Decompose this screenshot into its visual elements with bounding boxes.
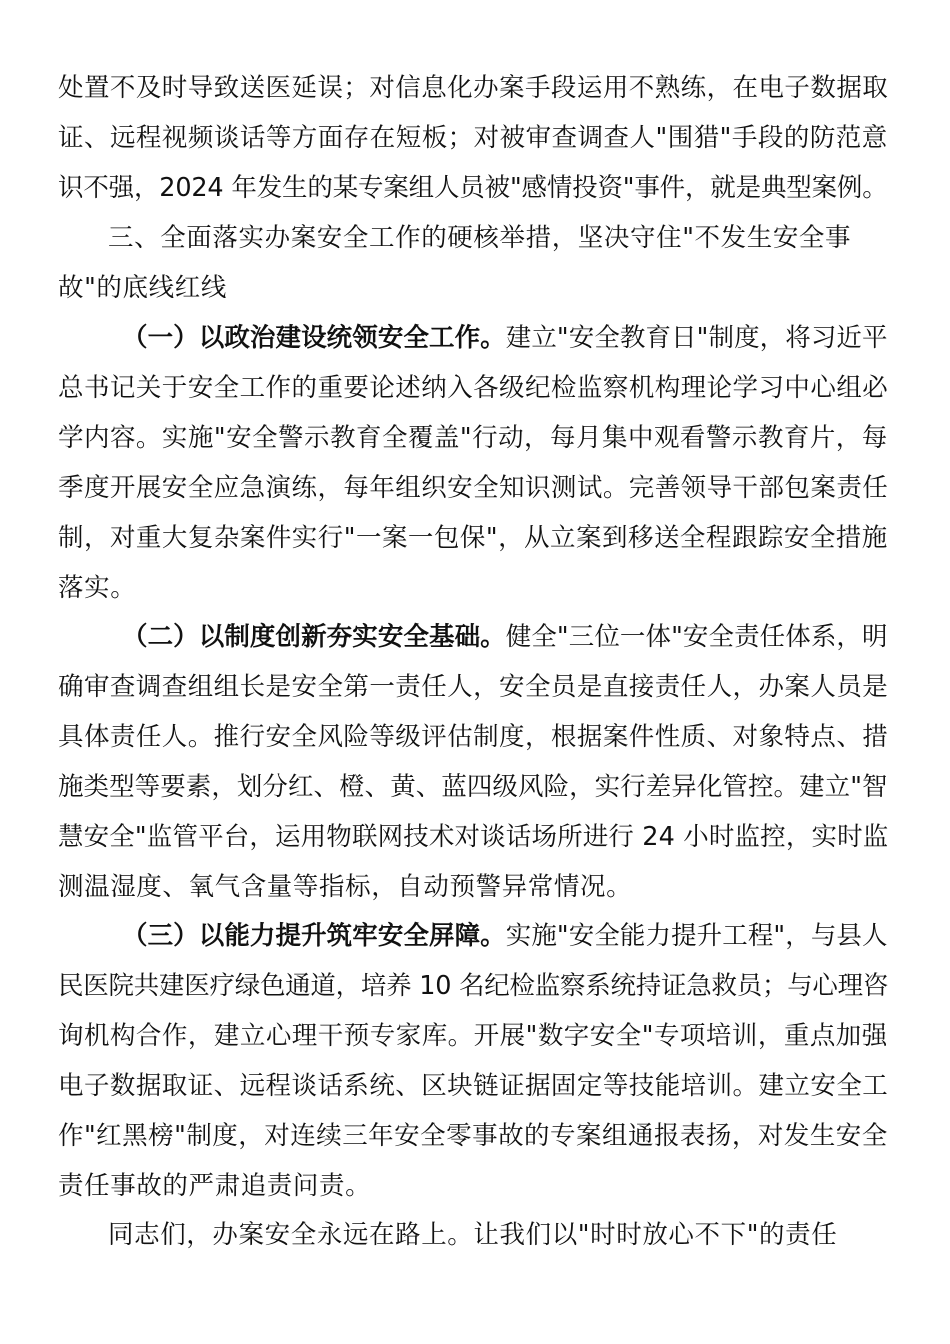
paragraph-line: 识不强，2024 年发生的某专案组人员被"感情投资"事件，就是典型案例。 bbox=[58, 173, 888, 203]
subsection-two-line bbox=[122, 612, 888, 662]
paragraph-line: 总书记关于安全工作的重要论述纳入各级纪检监察机构理论学习中心组必 bbox=[58, 373, 889, 403]
paragraph-line: 确审查调查组组长是安全第一责任人，安全员是直接责任人，办案人员是 bbox=[58, 672, 889, 702]
paragraph-line: 季度开展安全应急演练，每年组织安全知识测试。完善领导干部包案责任 bbox=[58, 473, 889, 503]
paragraph-line: 具体责任人。推行安全风险等级评估制度，根据案件性质、对象特点、措 bbox=[58, 722, 889, 752]
paragraph-line: 学内容。实施"安全警示教育全覆盖"行动，每月集中观看警示教育片，每 bbox=[58, 423, 888, 453]
paragraph-line: 慧安全"监管平台，运用物联网技术对谈话场所进行 24 小时监控，实时监 bbox=[58, 822, 889, 852]
subsection-two-title: （二）以制度创新夯实安全基础。 bbox=[122, 622, 506, 652]
paragraph-line: 民医院共建医疗绿色通道，培养 10 名纪检监察系统持证急救员；与心理咨 bbox=[58, 971, 889, 1001]
section-heading-line: 故"的底线红线 bbox=[58, 273, 227, 303]
subsection-one-text: 建立"安全教育日"制度，将习近平 bbox=[505, 323, 888, 353]
paragraph-line: 处置不及时导致送医延误；对信息化办案手段运用不熟练，在电子数据取 bbox=[58, 73, 889, 103]
paragraph-line: 落实。 bbox=[58, 573, 137, 603]
subsection-one-title: （一）以政治建设统领安全工作。 bbox=[122, 323, 506, 353]
paragraph-line: 询机构合作，建立心理干预专家库。开展"数字安全"专项培训，重点加强 bbox=[58, 1021, 888, 1051]
subsection-three-text: 实施"安全能力提升工程"，与县人 bbox=[505, 921, 888, 951]
paragraph-line: 责任事故的严肃追责问责。 bbox=[58, 1171, 372, 1201]
subsection-one-line bbox=[122, 313, 888, 363]
closing-paragraph-line: 同志们，办案安全永远在路上。让我们以"时时放心不下"的责任 bbox=[108, 1220, 838, 1250]
section-heading-line: 三、全面落实办案安全工作的硬核举措，坚决守住"不发生安全事 bbox=[108, 223, 852, 253]
paragraph-line: 作"红黑榜"制度，对连续三年安全零事故的专案组通报表扬，对发生安全 bbox=[58, 1121, 888, 1151]
paragraph-line: 电子数据取证、远程谈话系统、区块链证据固定等技能培训。建立安全工 bbox=[58, 1071, 889, 1101]
paragraph-line: 证、远程视频谈话等方面存在短板；对被审查调查人"围猎"手段的防范意 bbox=[58, 123, 888, 153]
subsection-two-text: 健全"三位一体"安全责任体系，明 bbox=[505, 622, 888, 652]
subsection-three-title: （三）以能力提升筑牢安全屏障。 bbox=[122, 921, 506, 951]
subsection-three-line bbox=[122, 911, 888, 961]
paragraph-line: 测温湿度、氧气含量等指标，自动预警异常情况。 bbox=[58, 872, 633, 902]
paragraph-line: 制，对重大复杂案件实行"一案一包保"，从立案到移送全程跟踪安全措施 bbox=[58, 523, 888, 553]
paragraph-line: 施类型等要素，划分红、橙、黄、蓝四级风险，实行差异化管控。建立"智 bbox=[58, 772, 888, 802]
